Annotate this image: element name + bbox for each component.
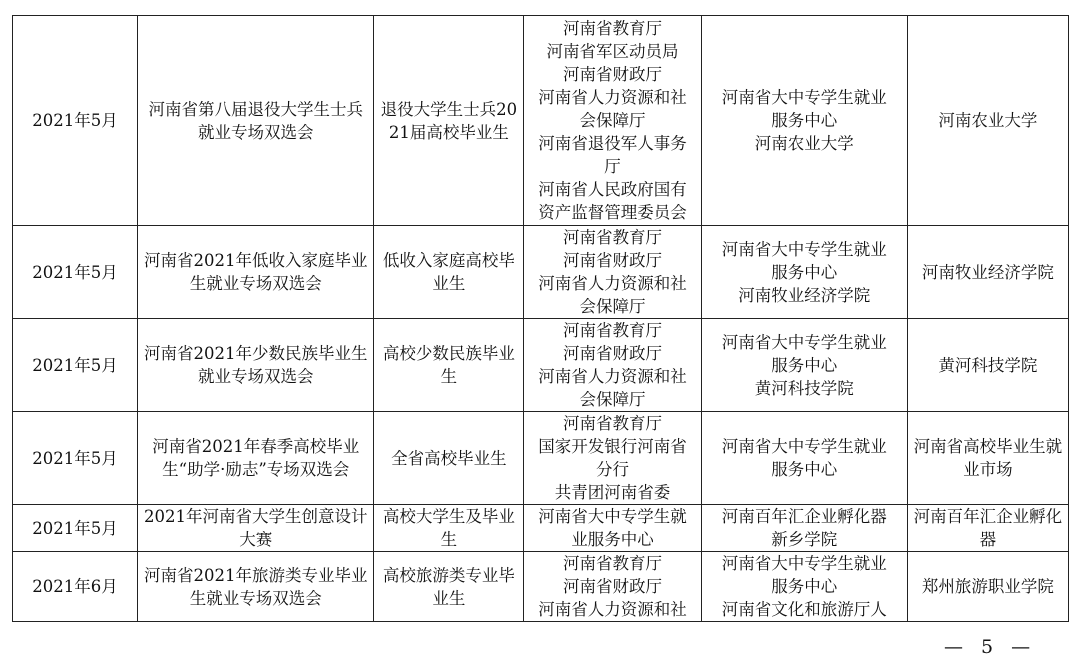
event-hosts-line: 河南牧业经济学院 <box>738 285 871 305</box>
event-organizers-line: 资产监督管理委员会 <box>538 203 687 222</box>
event-hosts <box>701 505 907 552</box>
event-hosts-line: 服务中心 <box>771 262 838 282</box>
event-organizers-line: 厅 <box>604 157 621 176</box>
events-table-body <box>13 16 1069 622</box>
event-organizers-line: 会保障厅 <box>579 390 646 409</box>
table-row <box>13 16 1069 226</box>
event-organizers-line: 会保障厅 <box>579 111 646 130</box>
event-organizers-line: 会保障厅 <box>579 297 646 316</box>
event-hosts <box>701 412 907 505</box>
event-hosts <box>701 226 907 319</box>
event-organizers-line: 河南省退役军人事务 <box>538 134 687 153</box>
page-number: — 5 — <box>944 636 1037 658</box>
event-date: 2021年5月 <box>13 16 138 226</box>
table-row <box>13 226 1069 319</box>
event-date: 2021年5月 <box>13 505 138 552</box>
event-name: 2021年河南省大学生创意设计大赛 <box>138 505 374 552</box>
event-target: 高校大学生及毕业生 <box>374 505 524 552</box>
event-organizers-line: 河南省财政厅 <box>563 344 663 363</box>
event-organizers-line: 河南省教育厅 <box>563 414 663 433</box>
event-name: 河南省第八届退役大学生士兵就业专场双选会 <box>138 16 374 226</box>
table-row <box>13 505 1069 552</box>
event-organizers-line: 共青团河南省委 <box>554 483 671 502</box>
event-hosts-line: 河南省大中专学生就业 <box>721 332 887 352</box>
event-venue: 河南百年汇企业孵化器 <box>907 505 1068 552</box>
event-organizers-line: 河南省教育厅 <box>563 321 663 340</box>
event-venue: 河南牧业经济学院 <box>907 226 1068 319</box>
event-hosts <box>701 552 907 622</box>
event-date: 2021年5月 <box>13 319 138 412</box>
event-hosts-line: 服务中心 <box>771 460 838 479</box>
event-hosts <box>701 16 907 226</box>
event-organizers <box>524 319 701 412</box>
event-target: 低收入家庭高校毕业生 <box>374 226 524 319</box>
event-date: 2021年5月 <box>13 226 138 319</box>
event-organizers <box>524 16 701 226</box>
event-organizers-line: 河南省人力资源和社 <box>538 274 687 293</box>
events-table <box>12 15 1069 622</box>
event-hosts-line: 河南省大中专学生就业 <box>721 437 887 456</box>
event-venue: 黄河科技学院 <box>907 319 1068 412</box>
event-hosts-line: 河南省文化和旅游厅人 <box>721 600 887 619</box>
event-organizers-line: 国家开发银行河南省 <box>538 437 687 456</box>
event-venue: 河南农业大学 <box>907 16 1068 226</box>
event-hosts-line: 河南农业大学 <box>754 134 854 153</box>
event-name: 河南省2021年旅游类专业毕业生就业专场双选会 <box>138 552 374 622</box>
event-organizers-line: 河南省人力资源和社 <box>538 88 687 107</box>
event-hosts-line: 新乡学院 <box>771 530 838 549</box>
event-name: 河南省2021年少数民族毕业生就业专场双选会 <box>138 319 374 412</box>
event-target: 高校旅游类专业毕业生 <box>374 552 524 622</box>
event-organizers <box>524 226 701 319</box>
table-row <box>13 552 1069 622</box>
event-target: 退役大学生士兵2021届高校毕业生 <box>374 16 524 226</box>
event-hosts-line: 服务中心 <box>771 577 838 596</box>
event-venue: 河南省高校毕业生就业市场 <box>907 412 1068 505</box>
event-name: 河南省2021年低收入家庭毕业生就业专场双选会 <box>138 226 374 319</box>
event-hosts-line: 黄河科技学院 <box>754 378 854 398</box>
table-row <box>13 319 1069 412</box>
event-name: 河南省2021年春季高校毕业生“助学·励志”专场双选会 <box>138 412 374 505</box>
event-organizers-line: 河南省人力资源和社 <box>538 367 687 386</box>
event-hosts-line: 服务中心 <box>771 111 838 130</box>
event-organizers-line: 河南省财政厅 <box>563 251 663 270</box>
event-organizers-line: 河南省财政厅 <box>563 65 663 84</box>
event-target: 全省高校毕业生 <box>374 412 524 505</box>
event-organizers-line: 河南省军区动员局 <box>546 42 679 61</box>
event-organizers-line: 河南省教育厅 <box>563 554 663 573</box>
event-date: 2021年5月 <box>13 412 138 505</box>
event-hosts-line: 河南百年汇企业孵化器 <box>721 507 887 526</box>
event-date: 2021年6月 <box>13 552 138 622</box>
event-hosts-line: 河南省大中专学生就业 <box>721 239 887 259</box>
event-target: 高校少数民族毕业生 <box>374 319 524 412</box>
event-hosts <box>701 319 907 412</box>
event-organizers-line: 分行 <box>596 460 630 479</box>
event-organizers <box>524 505 701 552</box>
event-venue: 郑州旅游职业学院 <box>907 552 1068 622</box>
event-organizers-line: 河南省人民政府国有 <box>538 180 687 199</box>
event-organizers-line: 河南省大中专学生就 <box>538 507 687 526</box>
event-organizers-line: 业服务中心 <box>571 530 654 549</box>
event-hosts-line: 服务中心 <box>771 355 838 375</box>
event-hosts-line: 河南省大中专学生就业 <box>721 88 887 107</box>
event-organizers <box>524 552 701 622</box>
event-hosts-line: 河南省大中专学生就业 <box>721 554 887 573</box>
event-organizers <box>524 412 701 505</box>
event-organizers-line: 河南省教育厅 <box>563 19 663 38</box>
event-organizers-line: 河南省财政厅 <box>563 577 663 596</box>
event-organizers-line: 河南省教育厅 <box>563 228 663 247</box>
event-organizers-line: 河南省人力资源和社 <box>538 600 687 619</box>
table-row <box>13 412 1069 505</box>
